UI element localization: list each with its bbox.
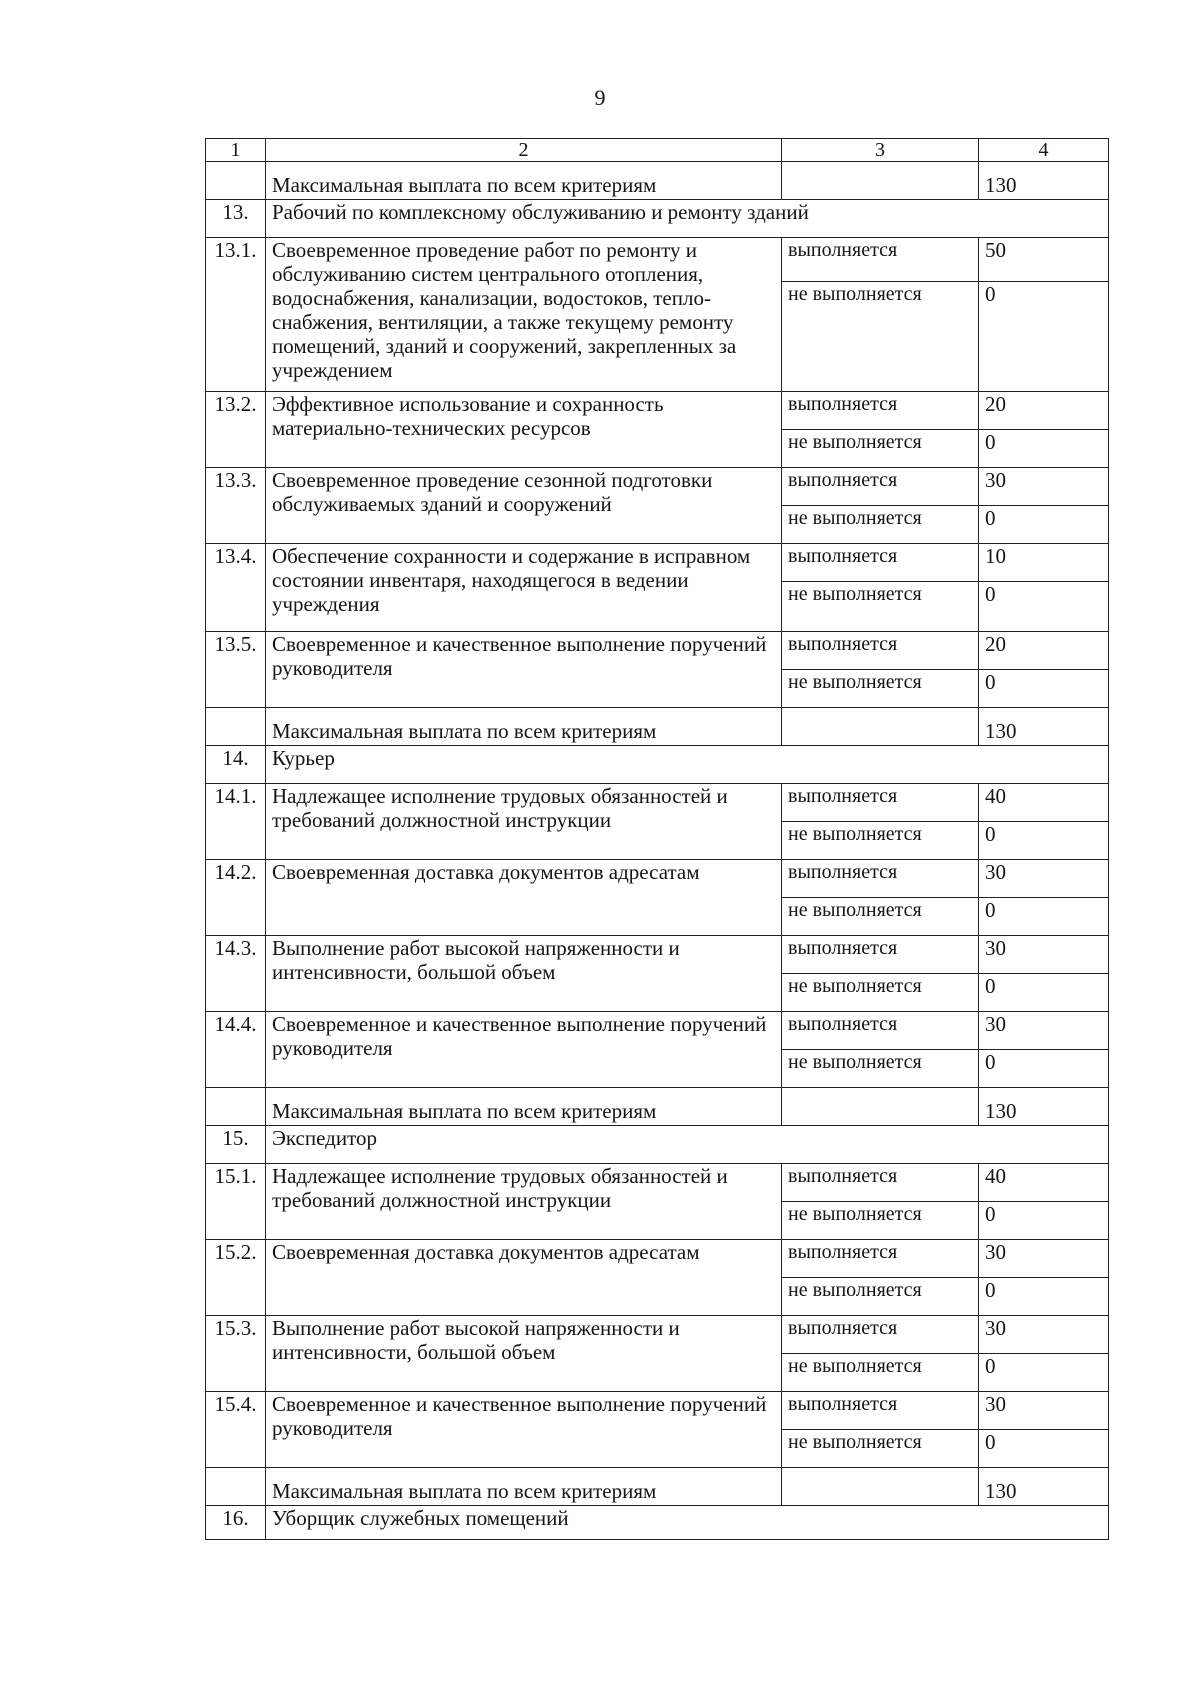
status-empty — [782, 708, 979, 746]
points-fulfilled: 20 — [979, 632, 1109, 670]
header-row — [206, 139, 1109, 162]
points-not-fulfilled: 0 — [979, 1278, 1109, 1316]
points-fulfilled: 10 — [979, 544, 1109, 582]
max-payment-label: Максимальная выплата по всем критериям — [266, 1468, 782, 1506]
status-fulfilled: выполняется — [782, 1240, 979, 1278]
points-not-fulfilled: 0 — [979, 670, 1109, 708]
criterion-text: Своевременное и качественное выполнение поручений руководителя — [266, 1012, 782, 1088]
criterion-text: Надлежащее исполнение трудовых обязанностей и требований должностной инструкции — [266, 784, 782, 860]
max-payment-row — [206, 162, 1109, 200]
criterion-row — [206, 392, 1109, 430]
section-number: 16. — [206, 1506, 266, 1540]
criterion-text: Своевременная доставка документов адресатам — [266, 860, 782, 936]
points-fulfilled: 40 — [979, 1164, 1109, 1202]
status-not-fulfilled: не выполняется — [782, 282, 979, 392]
status-fulfilled: выполняется — [782, 860, 979, 898]
max-payment-points: 130 — [979, 708, 1109, 746]
points-not-fulfilled: 0 — [979, 1354, 1109, 1392]
criterion-row — [206, 1392, 1109, 1430]
section-number: 13. — [206, 200, 266, 238]
criterion-row — [206, 1240, 1109, 1278]
header-cell: 1 — [206, 139, 266, 162]
points-not-fulfilled: 0 — [979, 898, 1109, 936]
criterion-row — [206, 860, 1109, 898]
points-not-fulfilled: 0 — [979, 1430, 1109, 1468]
status-empty — [782, 1088, 979, 1126]
max-payment-row — [206, 708, 1109, 746]
status-not-fulfilled: не выполняется — [782, 822, 979, 860]
criterion-number: 13.3. — [206, 468, 266, 544]
criterion-row — [206, 468, 1109, 506]
criteria-table-body — [206, 139, 1109, 1540]
status-fulfilled: выполняется — [782, 1392, 979, 1430]
section-title: Уборщик служебных помещений — [266, 1506, 1109, 1540]
section-title: Курьер — [266, 746, 1109, 784]
points-fulfilled: 30 — [979, 1392, 1109, 1430]
max-payment-row — [206, 1088, 1109, 1126]
criterion-number: 15.1. — [206, 1164, 266, 1240]
header-cell: 3 — [782, 139, 979, 162]
section-title: Экспедитор — [266, 1126, 1109, 1164]
section-number: 14. — [206, 746, 266, 784]
criterion-number: 13.4. — [206, 544, 266, 632]
criterion-number: 14.4. — [206, 1012, 266, 1088]
criterion-number: 15.3. — [206, 1316, 266, 1392]
status-fulfilled: выполняется — [782, 784, 979, 822]
criterion-text: Своевременное и качественное выполнение поручений руководителя — [266, 632, 782, 708]
points-fulfilled: 20 — [979, 392, 1109, 430]
criterion-row — [206, 238, 1109, 282]
criterion-row — [206, 1164, 1109, 1202]
section-number: 15. — [206, 1126, 266, 1164]
status-fulfilled: выполняется — [782, 238, 979, 282]
criterion-number: 14.3. — [206, 936, 266, 1012]
status-not-fulfilled: не выполняется — [782, 1430, 979, 1468]
points-not-fulfilled: 0 — [979, 822, 1109, 860]
criteria-table — [205, 138, 1109, 1540]
page-number: 9 — [594, 85, 606, 110]
criterion-text: Эффективное использование и сохранность материально-технических ресурсов — [266, 392, 782, 468]
status-fulfilled: выполняется — [782, 392, 979, 430]
criterion-text: Своевременное проведение работ по ремонту и обслуживанию систем центрального отопления, водоснабжения, канализации, водостоков, тепло-снабжения, вентиляции, а также текущему ремонту помещений, зданий и сооружений, закрепленных за учреждением — [266, 238, 782, 392]
section-row — [206, 200, 1109, 238]
criterion-row — [206, 1012, 1109, 1050]
header-cell: 4 — [979, 139, 1109, 162]
header-cell: 2 — [266, 139, 782, 162]
status-fulfilled: выполняется — [782, 936, 979, 974]
points-not-fulfilled: 0 — [979, 974, 1109, 1012]
criterion-number: 15.4. — [206, 1392, 266, 1468]
row-number-empty — [206, 1088, 266, 1126]
status-fulfilled: выполняется — [782, 1316, 979, 1354]
status-fulfilled: выполняется — [782, 468, 979, 506]
criterion-row — [206, 632, 1109, 670]
criterion-text: Выполнение работ высокой напряженности и интенсивности, большой объем — [266, 1316, 782, 1392]
max-payment-label: Максимальная выплата по всем критериям — [266, 1088, 782, 1126]
row-number-empty — [206, 1468, 266, 1506]
points-not-fulfilled: 0 — [979, 506, 1109, 544]
status-not-fulfilled: не выполняется — [782, 1354, 979, 1392]
criterion-text: Выполнение работ высокой напряженности и интенсивности, большой объем — [266, 936, 782, 1012]
row-number-empty — [206, 162, 266, 200]
criterion-number: 13.1. — [206, 238, 266, 392]
max-payment-points: 130 — [979, 1088, 1109, 1126]
points-not-fulfilled: 0 — [979, 282, 1109, 392]
points-not-fulfilled: 0 — [979, 582, 1109, 632]
criterion-row — [206, 784, 1109, 822]
points-fulfilled: 40 — [979, 784, 1109, 822]
status-empty — [782, 162, 979, 200]
status-not-fulfilled: не выполняется — [782, 582, 979, 632]
section-row — [206, 1126, 1109, 1164]
status-not-fulfilled: не выполняется — [782, 430, 979, 468]
points-fulfilled: 30 — [979, 1240, 1109, 1278]
criterion-row — [206, 936, 1109, 974]
status-fulfilled: выполняется — [782, 632, 979, 670]
section-row — [206, 746, 1109, 784]
status-not-fulfilled: не выполняется — [782, 506, 979, 544]
points-not-fulfilled: 0 — [979, 1050, 1109, 1088]
max-payment-points: 130 — [979, 1468, 1109, 1506]
criterion-number: 15.2. — [206, 1240, 266, 1316]
points-fulfilled: 30 — [979, 936, 1109, 974]
status-not-fulfilled: не выполняется — [782, 898, 979, 936]
criterion-number: 14.2. — [206, 860, 266, 936]
criterion-row — [206, 544, 1109, 582]
status-not-fulfilled: не выполняется — [782, 1278, 979, 1316]
row-number-empty — [206, 708, 266, 746]
criterion-text: Надлежащее исполнение трудовых обязанностей и требований должностной инструкции — [266, 1164, 782, 1240]
status-fulfilled: выполняется — [782, 1012, 979, 1050]
status-fulfilled: выполняется — [782, 544, 979, 582]
max-payment-label: Максимальная выплата по всем критериям — [266, 162, 782, 200]
status-not-fulfilled: не выполняется — [782, 1050, 979, 1088]
points-not-fulfilled: 0 — [979, 430, 1109, 468]
status-not-fulfilled: не выполняется — [782, 670, 979, 708]
section-title: Рабочий по комплексному обслуживанию и ремонту зданий — [266, 200, 1109, 238]
criterion-number: 13.5. — [206, 632, 266, 708]
criterion-row — [206, 1316, 1109, 1354]
points-not-fulfilled: 0 — [979, 1202, 1109, 1240]
max-payment-row — [206, 1468, 1109, 1506]
points-fulfilled: 30 — [979, 860, 1109, 898]
criterion-text: Обеспечение сохранности и содержание в исправном состоянии инвентаря, находящегося в ведении учреждения — [266, 544, 782, 632]
criterion-number: 14.1. — [206, 784, 266, 860]
max-payment-points: 130 — [979, 162, 1109, 200]
status-fulfilled: выполняется — [782, 1164, 979, 1202]
criterion-number: 13.2. — [206, 392, 266, 468]
points-fulfilled: 30 — [979, 1316, 1109, 1354]
status-not-fulfilled: не выполняется — [782, 1202, 979, 1240]
points-fulfilled: 50 — [979, 238, 1109, 282]
criterion-text: Своевременная доставка документов адресатам — [266, 1240, 782, 1316]
criterion-text: Своевременное проведение сезонной подготовки обслуживаемых зданий и сооружений — [266, 468, 782, 544]
points-fulfilled: 30 — [979, 468, 1109, 506]
status-not-fulfilled: не выполняется — [782, 974, 979, 1012]
criterion-text: Своевременное и качественное выполнение поручений руководителя — [266, 1392, 782, 1468]
max-payment-label: Максимальная выплата по всем критериям — [266, 708, 782, 746]
status-empty — [782, 1468, 979, 1506]
section-row — [206, 1506, 1109, 1540]
points-fulfilled: 30 — [979, 1012, 1109, 1050]
